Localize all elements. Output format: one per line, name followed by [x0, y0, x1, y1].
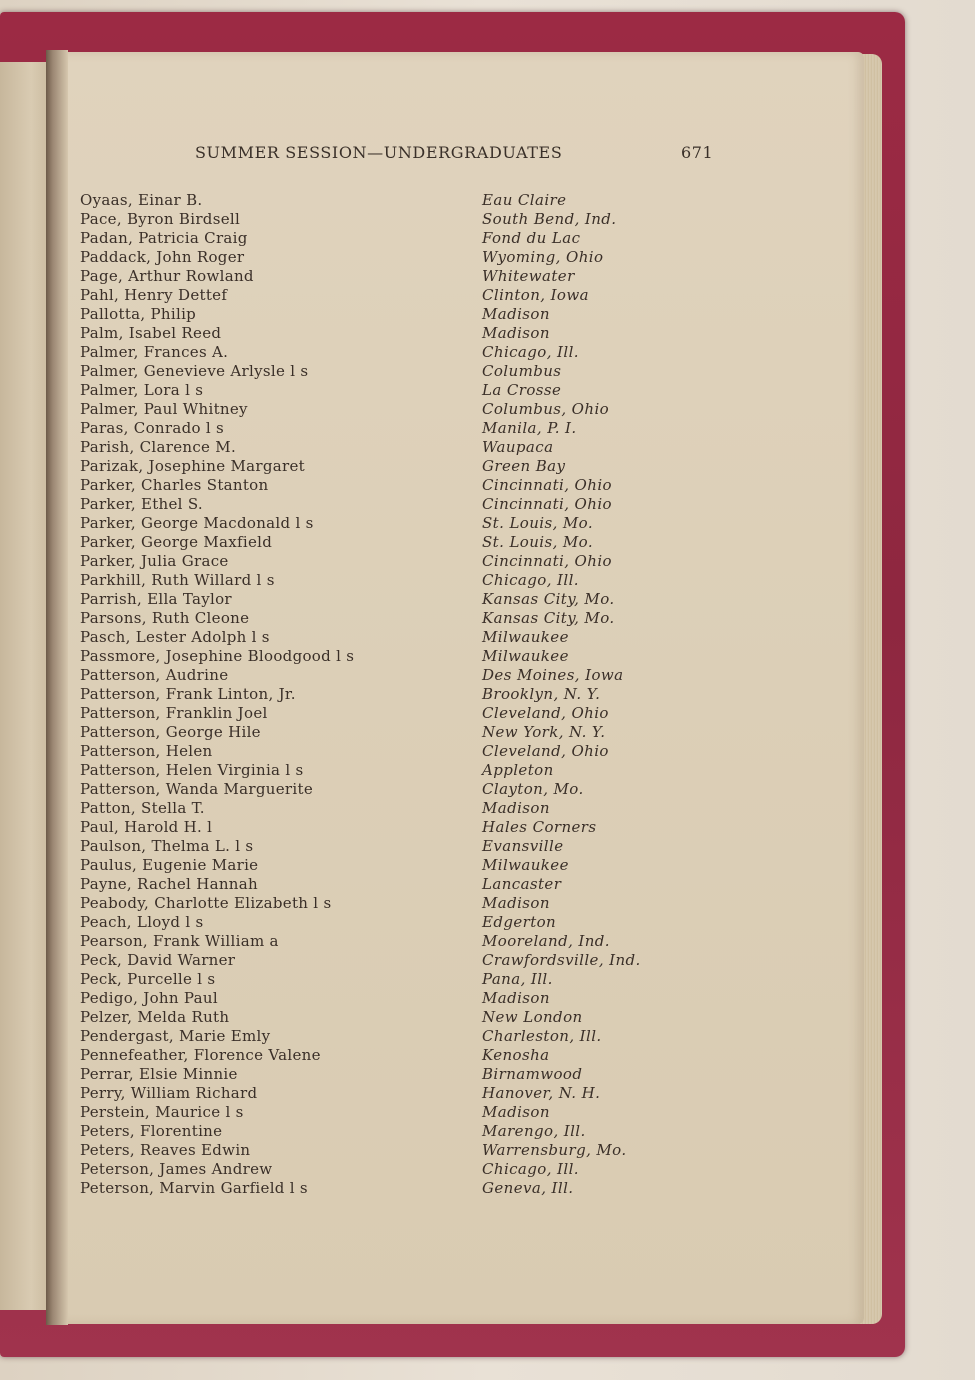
roster-row [0, 495, 975, 514]
student-name: Palmer, Genevieve Arlysle l s [80, 362, 309, 380]
student-hometown: Eau Claire [482, 191, 567, 209]
student-roster [0, 191, 975, 1198]
roster-row [0, 799, 975, 818]
student-hometown: New London [482, 1008, 583, 1026]
student-hometown: New York, N. Y. [482, 723, 606, 741]
roster-row [0, 229, 975, 248]
student-name: Palm, Isabel Reed [80, 324, 222, 342]
student-hometown: Mooreland, Ind. [482, 932, 610, 950]
roster-row [0, 552, 975, 571]
student-hometown: Charleston, Ill. [482, 1027, 602, 1045]
roster-row [0, 970, 975, 989]
student-name: Pennefeather, Florence Valene [80, 1046, 321, 1064]
student-hometown: Columbus [482, 362, 562, 380]
student-hometown: Fond du Lac [482, 229, 581, 247]
student-hometown: Kansas City, Mo. [482, 590, 615, 608]
student-name: Parker, George Maxfield [80, 533, 273, 551]
student-hometown: Milwaukee [482, 628, 569, 646]
roster-row [0, 476, 975, 495]
roster-row [0, 666, 975, 685]
student-hometown: Clayton, Mo. [482, 780, 584, 798]
student-name: Peabody, Charlotte Elizabeth l s [80, 894, 332, 912]
roster-row [0, 267, 975, 286]
roster-row [0, 438, 975, 457]
student-hometown: Brooklyn, N. Y. [482, 685, 601, 703]
student-name: Pahl, Henry Dettef [80, 286, 228, 304]
student-hometown: Cleveland, Ohio [482, 742, 609, 760]
student-name: Patterson, Frank Linton, Jr. [80, 685, 296, 703]
student-name: Parsons, Ruth Cleone [80, 609, 250, 627]
student-name: Parkhill, Ruth Willard l s [80, 571, 275, 589]
student-hometown: Waupaca [482, 438, 554, 456]
roster-row [0, 1084, 975, 1103]
student-hometown: Des Moines, Iowa [482, 666, 624, 684]
student-hometown: Crawfordsville, Ind. [482, 951, 641, 969]
student-hometown: Hales Corners [482, 818, 597, 836]
roster-row [0, 324, 975, 343]
student-hometown: Chicago, Ill. [482, 1160, 579, 1178]
student-name: Peters, Reaves Edwin [80, 1141, 251, 1159]
roster-row [0, 932, 975, 951]
running-header: SUMMER SESSION—UNDERGRADUATES [195, 143, 563, 162]
student-name: Peters, Florentine [80, 1122, 223, 1140]
student-hometown: Cincinnati, Ohio [482, 476, 612, 494]
student-name: Paras, Conrado l s [80, 419, 225, 437]
student-hometown: Chicago, Ill. [482, 571, 579, 589]
roster-row [0, 400, 975, 419]
page-number: 671 [681, 143, 714, 162]
student-hometown: Edgerton [482, 913, 557, 931]
student-hometown: Green Bay [482, 457, 566, 475]
student-hometown: Evansville [482, 837, 564, 855]
student-hometown: Birnamwood [482, 1065, 583, 1083]
student-name: Oyaas, Einar B. [80, 191, 203, 209]
roster-row [0, 761, 975, 780]
roster-row [0, 1008, 975, 1027]
roster-row [0, 362, 975, 381]
student-hometown: Columbus, Ohio [482, 400, 610, 418]
student-hometown: Kansas City, Mo. [482, 609, 615, 627]
student-hometown: Clinton, Iowa [482, 286, 589, 304]
student-hometown: Marengo, Ill. [482, 1122, 586, 1140]
roster-row [0, 1160, 975, 1179]
roster-row [0, 457, 975, 476]
roster-row [0, 419, 975, 438]
roster-row [0, 343, 975, 362]
student-name: Parker, George Macdonald l s [80, 514, 314, 532]
student-hometown: Madison [482, 894, 550, 912]
roster-row [0, 1065, 975, 1084]
student-hometown: Madison [482, 989, 550, 1007]
roster-row [0, 628, 975, 647]
student-hometown: Whitewater [482, 267, 575, 285]
roster-row [0, 248, 975, 267]
student-name: Patterson, Helen Virginia l s [80, 761, 304, 779]
student-name: Pace, Byron Birdsell [80, 210, 241, 228]
student-name: Pedigo, John Paul [80, 989, 218, 1007]
student-name: Patterson, Franklin Joel [80, 704, 268, 722]
student-name: Parker, Ethel S. [80, 495, 203, 513]
student-name: Peck, David Warner [80, 951, 236, 969]
student-hometown: Madison [482, 305, 550, 323]
student-name: Patton, Stella T. [80, 799, 205, 817]
student-hometown: St. Louis, Mo. [482, 514, 594, 532]
student-hometown: Wyoming, Ohio [482, 248, 604, 266]
roster-row [0, 875, 975, 894]
student-hometown: Geneva, Ill. [482, 1179, 574, 1197]
roster-row [0, 210, 975, 229]
student-name: Pasch, Lester Adolph l s [80, 628, 270, 646]
student-name: Parker, Julia Grace [80, 552, 229, 570]
student-hometown: Pana, Ill. [482, 970, 553, 988]
roster-row [0, 1103, 975, 1122]
roster-row [0, 286, 975, 305]
roster-row [0, 818, 975, 837]
student-name: Patterson, Audrine [80, 666, 229, 684]
student-hometown: Cincinnati, Ohio [482, 552, 612, 570]
student-hometown: Milwaukee [482, 856, 569, 874]
student-name: Parish, Clarence M. [80, 438, 237, 456]
student-name: Pendergast, Marie Emly [80, 1027, 271, 1045]
roster-row [0, 191, 975, 210]
roster-row [0, 1027, 975, 1046]
student-hometown: Madison [482, 799, 550, 817]
student-name: Parizak, Josephine Margaret [80, 457, 305, 475]
roster-row [0, 913, 975, 932]
student-name: Pallotta, Philip [80, 305, 197, 323]
roster-row [0, 1141, 975, 1160]
student-name: Page, Arthur Rowland [80, 267, 254, 285]
student-hometown: South Bend, Ind. [482, 210, 617, 228]
roster-row [0, 837, 975, 856]
roster-row [0, 305, 975, 324]
roster-row [0, 856, 975, 875]
student-hometown: Warrensburg, Mo. [482, 1141, 627, 1159]
student-name: Paul, Harold H. l [80, 818, 213, 836]
student-hometown: La Crosse [482, 381, 562, 399]
student-hometown: Hanover, N. H. [482, 1084, 601, 1102]
student-name: Peterson, Marvin Garfield l s [80, 1179, 308, 1197]
roster-row [0, 685, 975, 704]
student-hometown: Lancaster [482, 875, 562, 893]
student-name: Peck, Purcelle l s [80, 970, 216, 988]
student-hometown: Cincinnati, Ohio [482, 495, 612, 513]
student-name: Palmer, Paul Whitney [80, 400, 248, 418]
student-name: Patterson, Wanda Marguerite [80, 780, 314, 798]
student-name: Patterson, Helen [80, 742, 213, 760]
roster-row [0, 989, 975, 1008]
roster-row [0, 704, 975, 723]
student-hometown: St. Louis, Mo. [482, 533, 594, 551]
roster-row [0, 647, 975, 666]
student-name: Paulson, Thelma L. l s [80, 837, 254, 855]
roster-row [0, 723, 975, 742]
student-name: Palmer, Lora l s [80, 381, 204, 399]
roster-row [0, 894, 975, 913]
roster-row [0, 381, 975, 400]
student-name: Perry, William Richard [80, 1084, 258, 1102]
student-name: Padan, Patricia Craig [80, 229, 248, 247]
student-name: Parker, Charles Stanton [80, 476, 269, 494]
roster-row [0, 590, 975, 609]
student-hometown: Milwaukee [482, 647, 569, 665]
student-name: Pelzer, Melda Ruth [80, 1008, 230, 1026]
roster-row [0, 951, 975, 970]
student-name: Palmer, Frances A. [80, 343, 229, 361]
student-name: Perrar, Elsie Minnie [80, 1065, 238, 1083]
student-hometown: Madison [482, 324, 550, 342]
student-name: Parrish, Ella Taylor [80, 590, 232, 608]
student-name: Payne, Rachel Hannah [80, 875, 258, 893]
student-name: Peterson, James Andrew [80, 1160, 273, 1178]
roster-row [0, 1122, 975, 1141]
roster-row [0, 609, 975, 628]
roster-row [0, 571, 975, 590]
roster-row [0, 533, 975, 552]
roster-row [0, 780, 975, 799]
student-name: Paddack, John Roger [80, 248, 245, 266]
student-hometown: Chicago, Ill. [482, 343, 579, 361]
student-hometown: Cleveland, Ohio [482, 704, 609, 722]
roster-row [0, 1179, 975, 1198]
student-hometown: Madison [482, 1103, 550, 1121]
student-name: Paulus, Eugenie Marie [80, 856, 259, 874]
roster-row [0, 1046, 975, 1065]
student-hometown: Kenosha [482, 1046, 550, 1064]
roster-row [0, 514, 975, 533]
student-name: Peach, Lloyd l s [80, 913, 204, 931]
student-hometown: Manila, P. I. [482, 419, 577, 437]
student-hometown: Appleton [482, 761, 554, 779]
student-name: Perstein, Maurice l s [80, 1103, 244, 1121]
student-name: Patterson, George Hile [80, 723, 261, 741]
student-name: Pearson, Frank William a [80, 932, 279, 950]
student-name: Passmore, Josephine Bloodgood l s [80, 647, 355, 665]
roster-row [0, 742, 975, 761]
